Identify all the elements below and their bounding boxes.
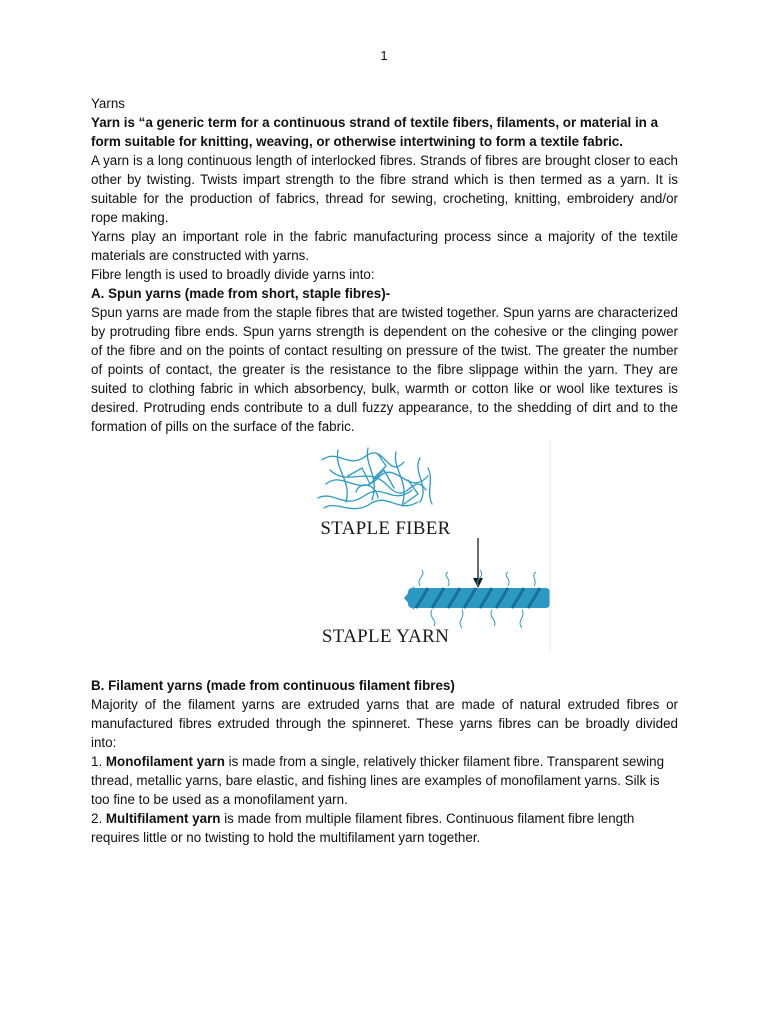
yarn-definition: Yarn is “a generic term for a continuous strand of textile fibers, filaments, or material in a form suitable for knitting, weaving, or otherwise intertwining to form a textile fabric. bbox=[91, 115, 659, 149]
term-multifilament-yarn: Multifilament yarn bbox=[105, 811, 221, 826]
staple-yarn-label: STAPLE YARN bbox=[321, 626, 450, 647]
document-body bbox=[91, 94, 678, 847]
staple-fibers-tangle bbox=[318, 448, 432, 509]
monofilament-description: is made from a single, relatively thicker filament fibre. Transparent sewing thread, metallic yarns, bare elastic, and fishing lines are examples of monofilament yarns. Silk is too fine to be used as a monofilament yarn. bbox=[91, 754, 665, 807]
multifilament-description: is made from multiple filament fibres. Continuous filament fibre length requires little or no twisting to hold the multifilament yarn together. bbox=[91, 811, 635, 845]
list-item-multifilament bbox=[91, 809, 678, 847]
section-b-body: Majority of the filament yarns are extruded yarns that are made of natural extruded fibres or manufactured fibres extruded through the spinneret. These yarns fibres can be broadly divided into: bbox=[91, 697, 678, 750]
paragraph-yarn-role: Yarns play an important role in the fabric manufacturing process since a majority of the textile materials are constructed with yarns. bbox=[91, 229, 678, 263]
list-item-number: 1. bbox=[91, 754, 106, 769]
list-item-monofilament bbox=[91, 752, 678, 809]
list-item-number: 2. bbox=[91, 811, 106, 826]
term-monofilament-yarn: Monofilament yarn bbox=[105, 754, 225, 769]
section-b-title: B. Filament yarns (made from continuous filament fibres) bbox=[91, 678, 455, 693]
staple-fiber-label: STAPLE FIBER bbox=[320, 518, 451, 539]
heading-yarns: Yarns bbox=[91, 96, 125, 111]
paragraph-yarn-intro: A yarn is a long continuous length of interlocked fibres. Strands of fibres are brought closer to each other by twisting. Twists impart strength to the fibre strand which is then termed as a yarn. It is suitable for the production of fabrics, thread for sewing, crocheting, knitting, embroidery and/or rope making. bbox=[91, 153, 678, 225]
paragraph-fibre-length: Fibre length is used to broadly divide yarns into: bbox=[91, 267, 375, 282]
section-a-title: A. Spun yarns (made from short, staple fibres)- bbox=[91, 286, 391, 301]
staple-fiber-figure bbox=[91, 440, 678, 658]
page-number: 1 bbox=[380, 48, 388, 63]
section-a-body: Spun yarns are made from the staple fibres that are twisted together. Spun yarns are characterized by protruding fibre ends. Spun yarns strength is dependent on the cohesive or the clinging power of the fibre and on the points of contact resulting on pressure of the twist. The greater the number of points of contact, the greater is the resistance to the fibre slippage within the yarn. They are suited to clothing fabric in which absorbency, bulk, warmth or cotton like or wool like textures is desired. Protruding ends contribute to a dull fuzzy appearance, to the shedding of dirt and to the formation of pills on the surface of the fabric. bbox=[91, 305, 678, 434]
